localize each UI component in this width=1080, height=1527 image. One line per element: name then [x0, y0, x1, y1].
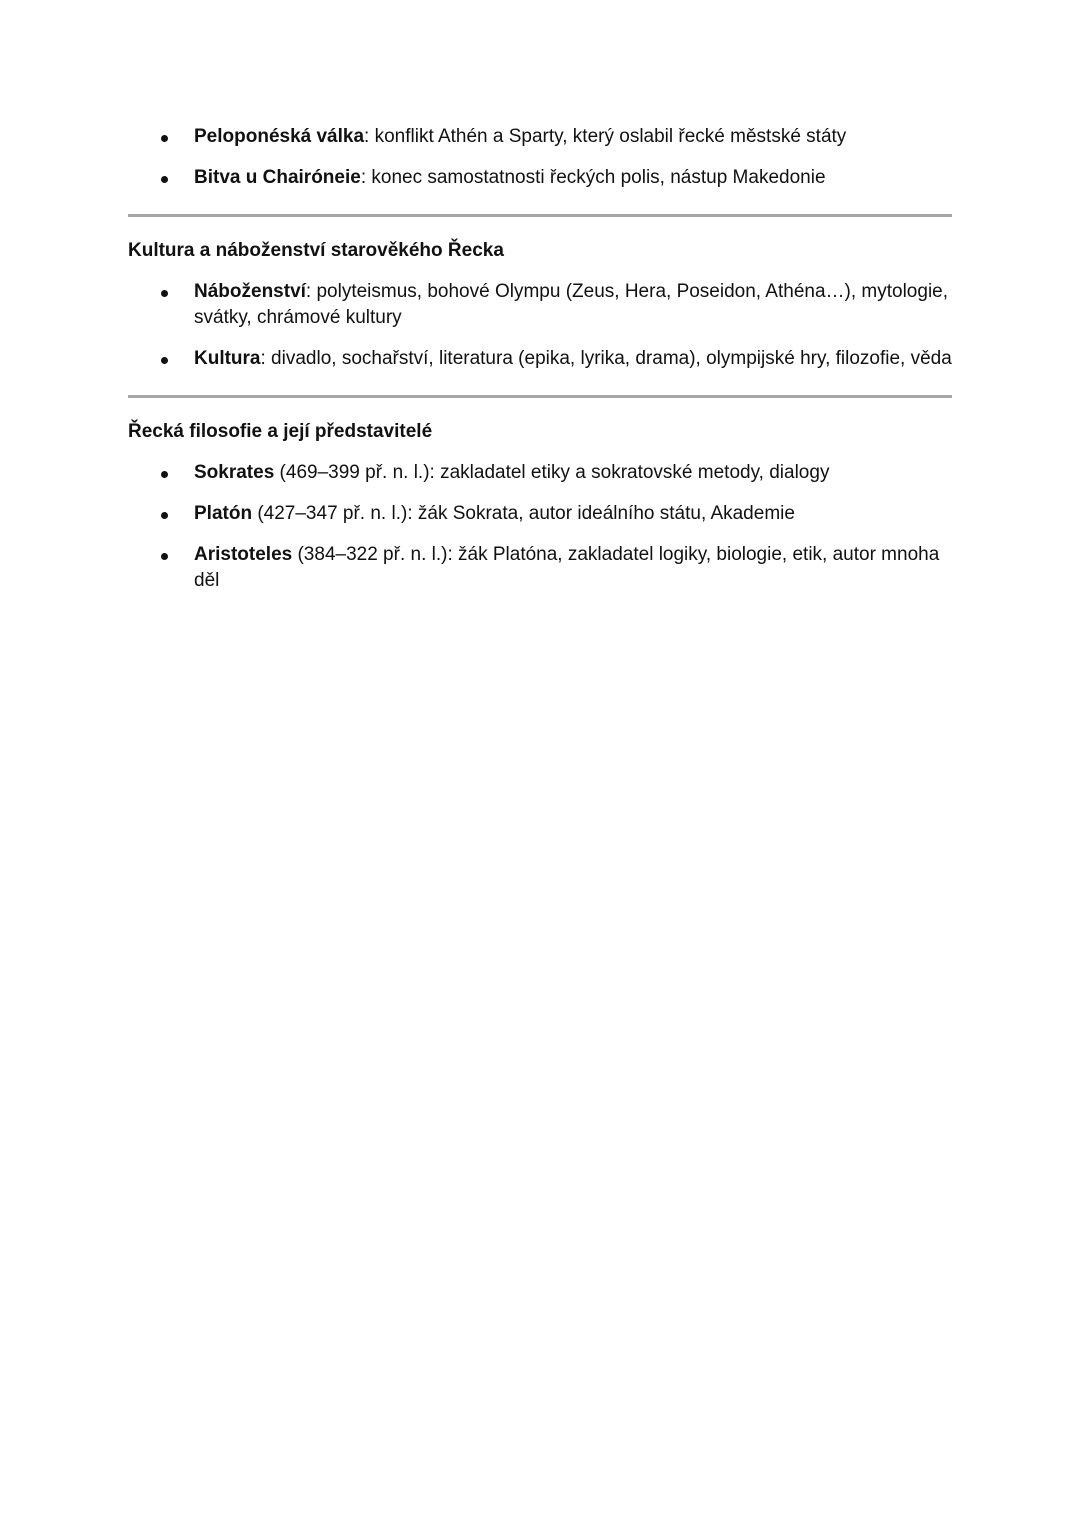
- list-item-term: Peloponéská válka: [194, 126, 365, 147]
- list-item: [128, 542, 952, 594]
- bullet-list-wars: [128, 124, 952, 191]
- section-divider: [128, 395, 952, 398]
- bullet-list-culture: [128, 279, 952, 372]
- bullet-icon: [161, 553, 168, 560]
- list-item-text: : polyteismus, bohové Olympu (Zeus, Hera, Poseidon, Athéna…), mytologie, svátky, chrámové kultury: [194, 281, 949, 328]
- list-item-text: (469–399 př. n. l.): zakladatel etiky a sokratovské metody, dialogy: [274, 462, 830, 483]
- list-item: [128, 124, 952, 150]
- list-item: [128, 279, 952, 331]
- list-item: [128, 460, 952, 486]
- list-item-text: : konflikt Athén a Sparty, který oslabil řecké městské státy: [364, 126, 847, 147]
- document-page: [128, 124, 952, 609]
- bullet-icon: [161, 176, 168, 183]
- bullet-icon: [161, 471, 168, 478]
- list-item-term: Aristoteles: [194, 544, 293, 565]
- section-heading-culture: Kultura a náboženství starověkého Řecka: [128, 240, 504, 261]
- bullet-list-philosophy: [128, 460, 952, 594]
- list-item-term: Sokrates: [194, 462, 275, 483]
- list-item-term: Náboženství: [194, 281, 306, 302]
- bullet-icon: [161, 357, 168, 364]
- bullet-icon: [161, 135, 168, 142]
- list-item: [128, 165, 952, 191]
- bullet-icon: [161, 290, 168, 297]
- bullet-icon: [161, 512, 168, 519]
- list-item-text: : divadlo, sochařství, literatura (epika, lyrika, drama), olympijské hry, filozofie, věda: [260, 348, 952, 369]
- section-divider: [128, 214, 952, 217]
- list-item: [128, 501, 952, 527]
- list-item-term: Platón: [194, 503, 253, 524]
- section-heading-philosophy: Řecká filosofie a její představitelé: [128, 421, 433, 442]
- list-item: [128, 346, 952, 372]
- list-item-term: Kultura: [194, 348, 261, 369]
- list-item-text: (427–347 př. n. l.): žák Sokrata, autor ideálního státu, Akademie: [252, 503, 795, 524]
- list-item-text: (384–322 př. n. l.): žák Platóna, zakladatel logiky, biologie, etik, autor mnoha děl: [194, 544, 940, 591]
- list-item-term: Bitva u Chairóneie: [194, 167, 361, 188]
- list-item-text: : konec samostatnosti řeckých polis, nástup Makedonie: [360, 167, 826, 188]
